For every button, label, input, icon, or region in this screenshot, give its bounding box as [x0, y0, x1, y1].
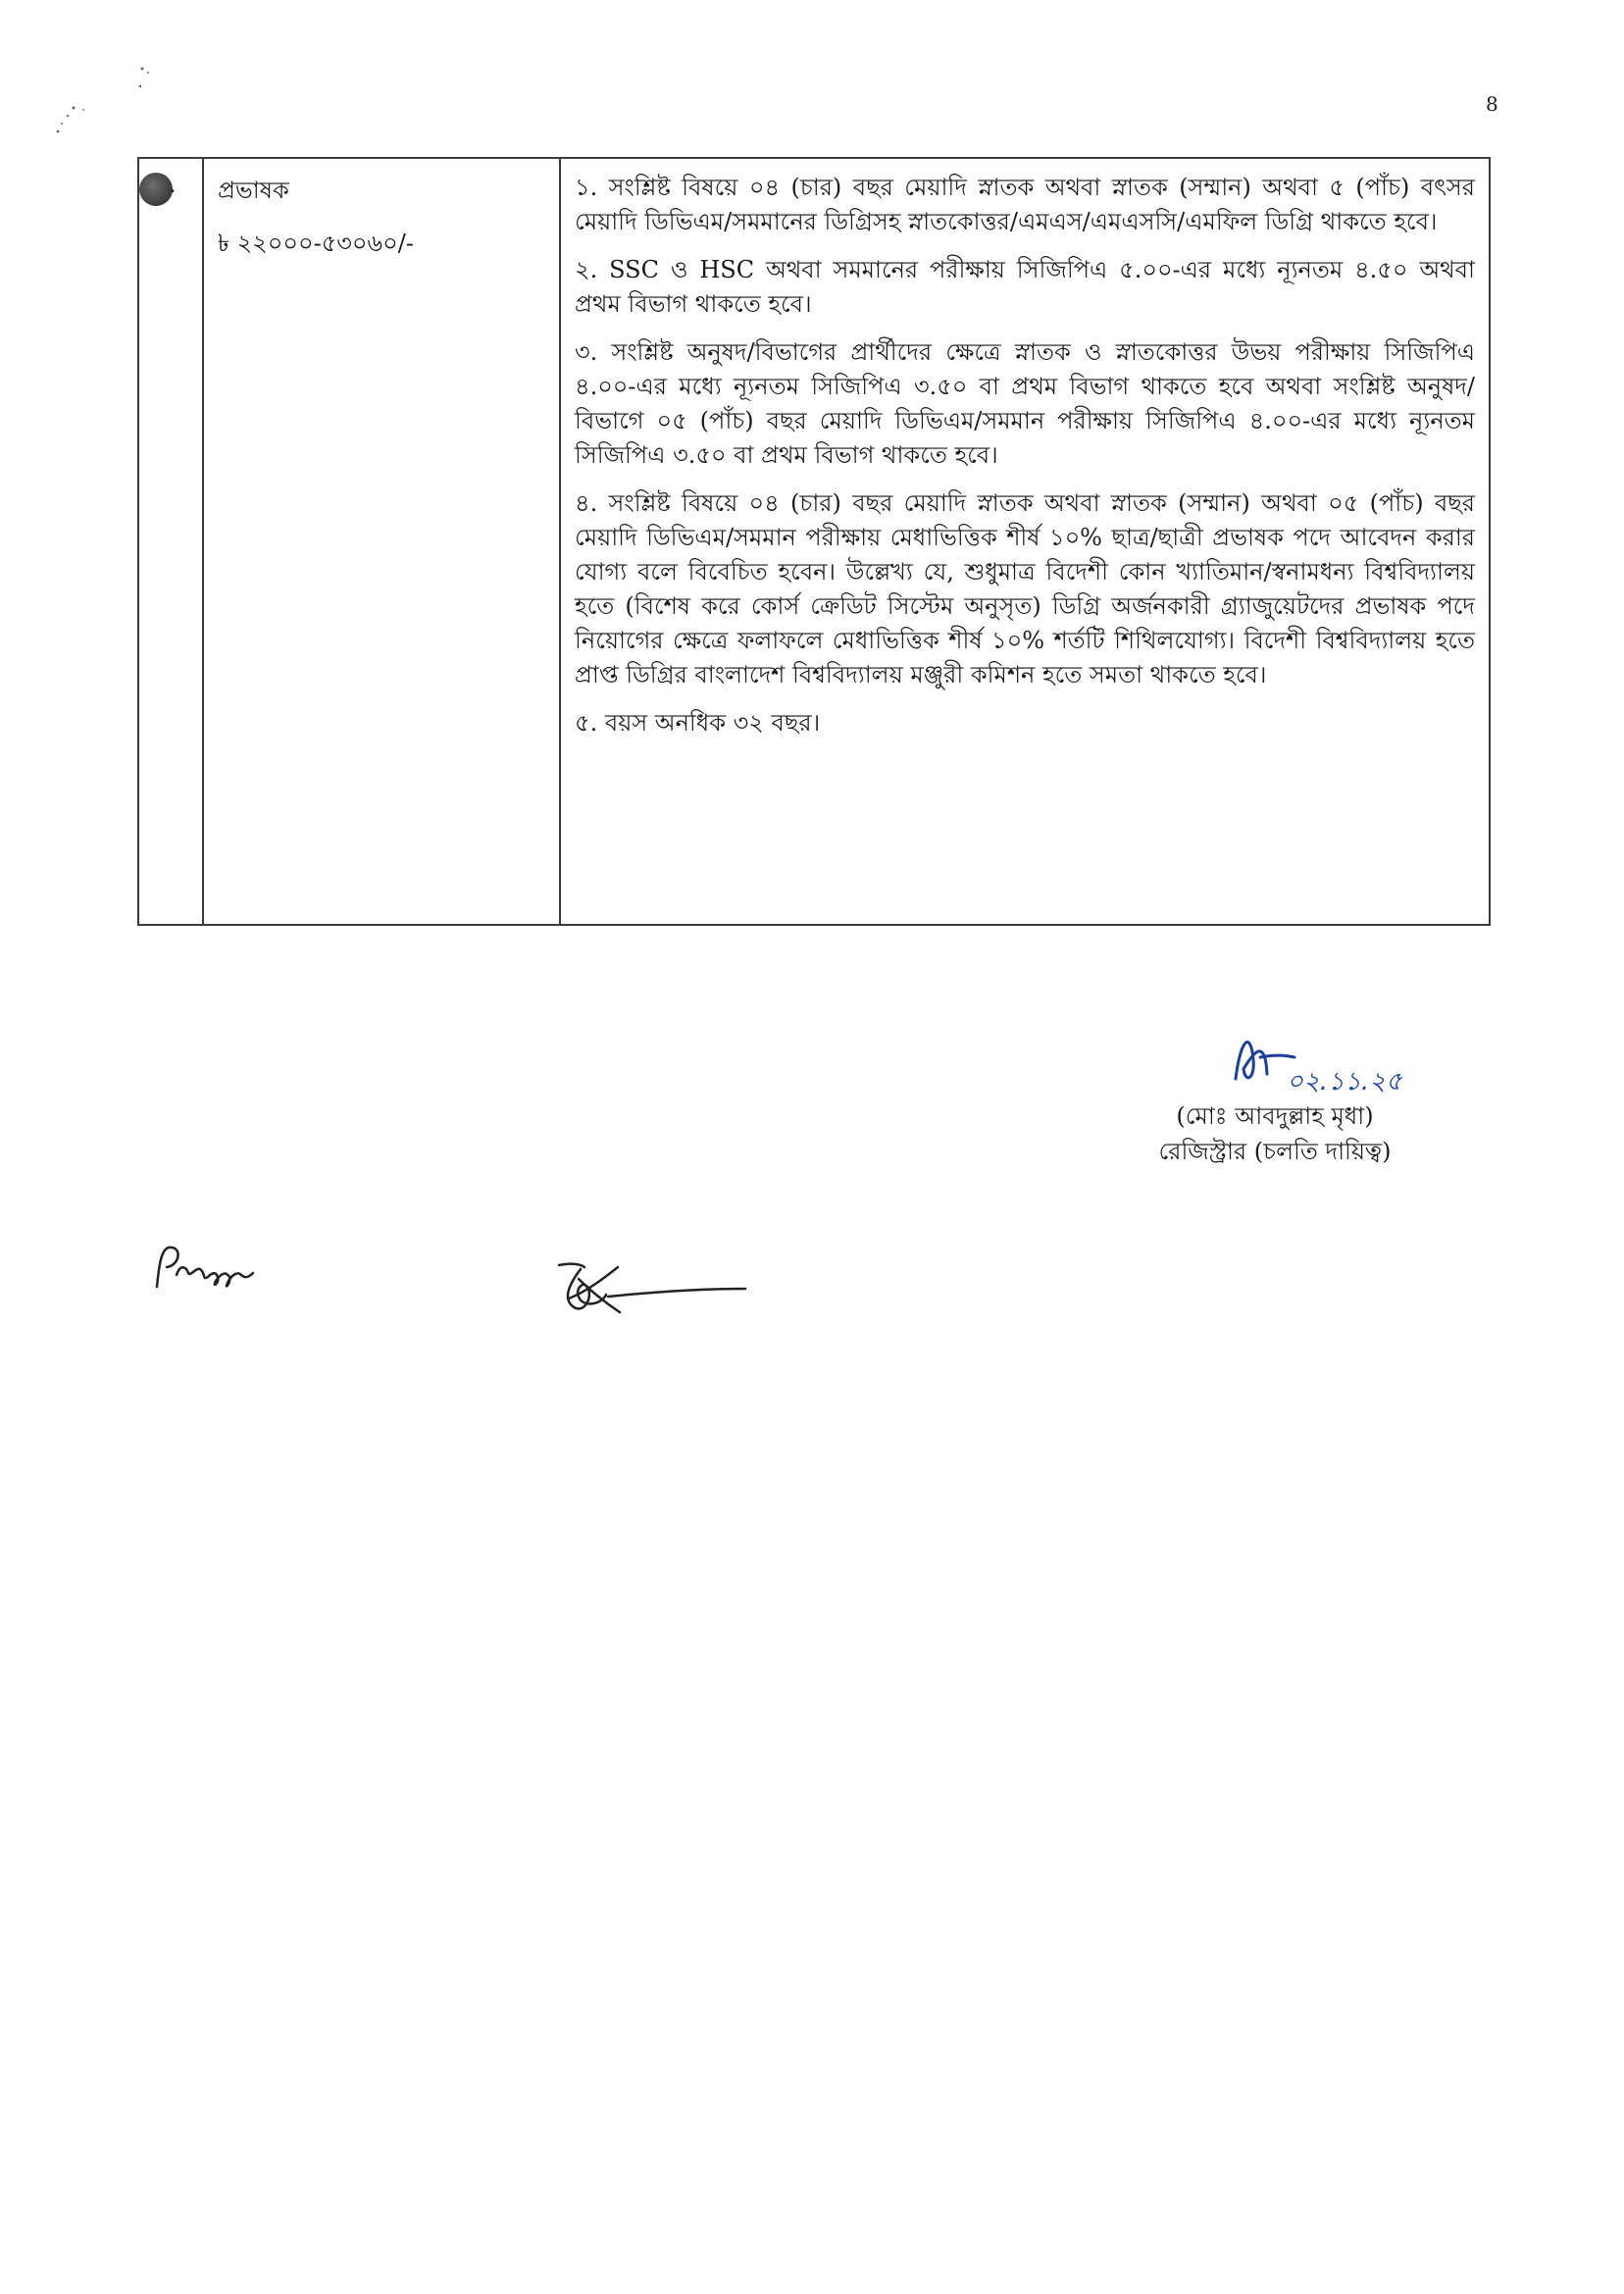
requirement-item: ৪. সংশ্লিষ্ট বিষয়ে ০৪ (চার) বছর মেয়াদি স্নাতক অথবা স্নাতক (সম্মান) অথবা ০৫ (পাঁচ) বছর মেয়াদি ডিভিএম/সমমান পরীক্ষায় মেধাভিত্তিক শীর্ষ ১০% ছাত্র/ছাত্রী প্রভাষক পদে আবেদন করার যোগ্য বলে বিবেচিত হবেন। উল্লেখ্য যে, শুধুমাত্র বিদেশী কোন খ্যাতিমান/স্বনামধন্য বিশ্ববিদ্যালয় হতে (বিশেষ করে কোর্স ক্রেডিট সিস্টেম অনুসৃত) ডিগ্রি অর্জনকারী গ্র্যাজুয়েটদের প্রভাষক পদে নিয়োগের ক্ষেত্রে ফলাফলে মেধাভিত্তিক শীর্ষ ১০% শর্তটি শিথিলযোগ্য। বিদেশী বিশ্ববিদ্যালয় হতে প্রাপ্ত ডিগ্রির বাংলাদেশ বিশ্ববিদ্যালয় মঞ্জুরী কমিশন হতে সমতা থাকতে হবে। — [575, 489, 1475, 688]
handwritten-signature-left — [147, 1238, 304, 1297]
table-row — [138, 158, 1490, 925]
post-name: প্রভাষক — [218, 177, 289, 204]
post-cell — [203, 158, 560, 925]
requirement-item: ২. SSC ও HSC অথবা সমমানের পরীক্ষায় সিজিপিএ ৫.০০-এর মধ্যে ন্যূনতম ৪.৫০ অথবা প্রথম বিভাগ থাকতে হবে। — [575, 256, 1475, 318]
serial-marker — [139, 173, 173, 206]
requirements-cell — [560, 158, 1490, 925]
handwritten-signature-middle — [549, 1255, 755, 1324]
page-number: 8 — [1486, 92, 1498, 116]
signatory-block — [1118, 1020, 1432, 1169]
requirements-list — [561, 159, 1489, 768]
signatory-name: (মোঃ আবদুল্লাহ মৃধা) — [1176, 1102, 1374, 1130]
requirement-item: ৫. বয়স অনধিক ৩২ বছর। — [575, 709, 821, 737]
pay-scale: ৳ ২২০০০-৫৩০৬০/- — [218, 229, 414, 257]
qualification-table — [137, 157, 1491, 926]
signature-date: ০২.১১.২৫ — [1287, 1067, 1402, 1096]
serial-cell — [138, 158, 203, 925]
requirement-item: ১. সংশ্লিষ্ট বিষয়ে ০৪ (চার) বছর মেয়াদি স্নাতক অথবা স্নাতক (সম্মান) অথবা ৫ (পাঁচ) বৎসর মেয়াদি ডিভিএম/সমমানের ডিগ্রিসহ স্নাতকোত্তর/এমএস/এমএসসি/এমফিল ডিগ্রি থাকতে হবে। — [575, 174, 1475, 235]
serial-number: . — [169, 171, 177, 198]
requirement-item: ৩. সংশ্লিষ্ট অনুষদ/বিভাগের প্রার্থীদের ক্ষেত্রে স্নাতক ও স্নাতকোত্তর উভয় পরীক্ষায় সিজিপিএ ৪.০০-এর মধ্যে ন্যূনতম সিজিপিএ ৩.৫০ বা প্রথম বিভাগ থাকতে হবে অথবা সংশ্লিষ্ট অনুষদ/বিভাগে ০৫ (পাঁচ) বছর মেয়াদি ডিভিএম/সমমান পরীক্ষায় সিজিপিএ ৪.০০-এর মধ্যে ন্যূনতম সিজিপিএ ৩.৫০ বা প্রথম বিভাগ থাকতে হবে। — [575, 338, 1475, 469]
signatory-title: রেজিস্ট্রার (চলতি দায়িত্ব) — [1158, 1138, 1392, 1165]
signature-area — [1118, 1020, 1432, 1098]
